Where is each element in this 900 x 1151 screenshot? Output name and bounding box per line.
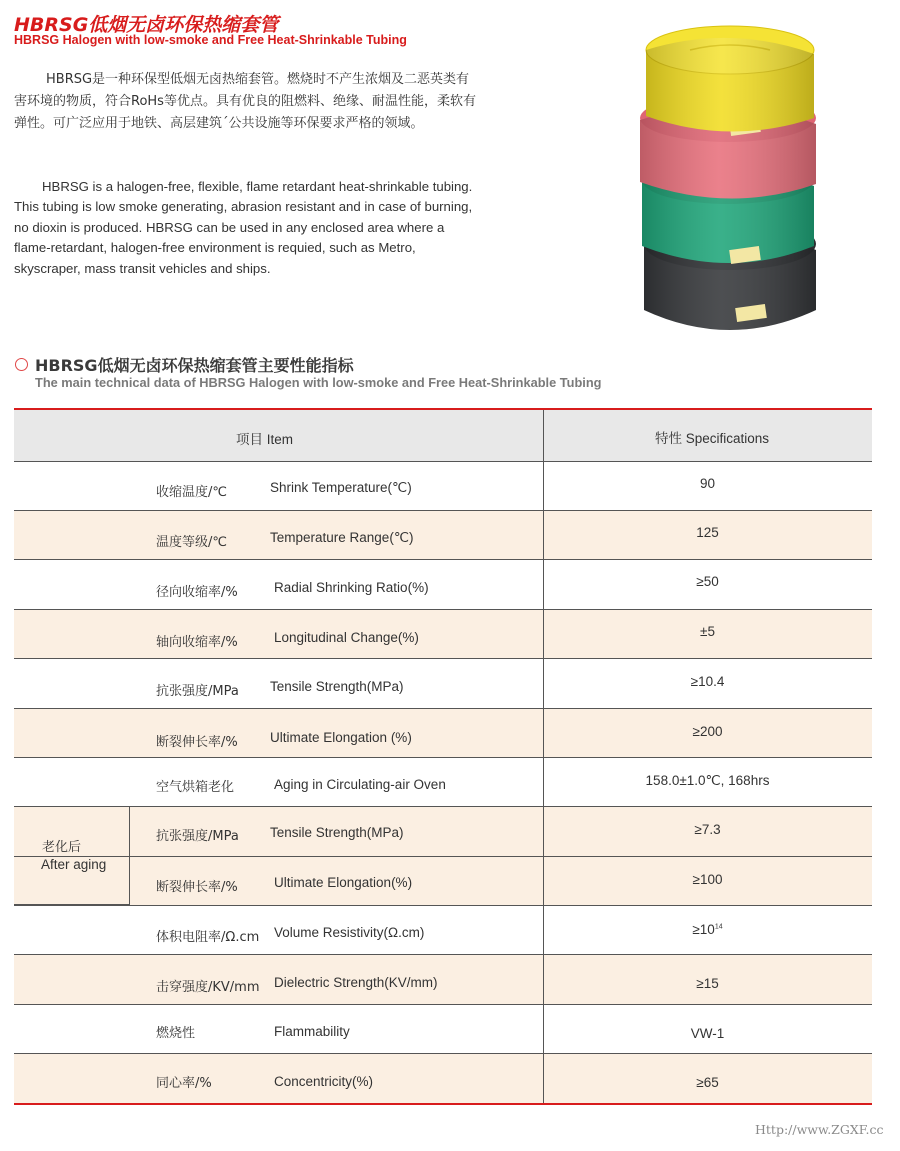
yellow-tubing-roll [646,26,814,132]
row-value [543,922,872,937]
row-value: 158.0±1.0℃, 168hrs [645,773,770,788]
table-row [14,610,872,659]
after-aging-label-en: After aging [41,857,107,872]
table-row [14,709,872,758]
row-value: ≥10.4 [690,674,725,689]
row-label-en: Ultimate Elongation(%) [274,875,413,890]
table-row [14,955,872,1005]
table-row [14,807,872,857]
table-row [14,560,872,610]
row-label-cn: 击穿强度/KV/mm [156,980,260,995]
row-label-cn: 空气烘箱老化 [156,780,235,795]
row-value: ≥50 [696,574,719,589]
row-label-en: Tensile Strength(MPa) [270,825,404,840]
row-label-cn: 收缩温度/℃ [156,485,227,500]
row-label-en: Longitudinal Change(%) [274,630,419,645]
row-value: 125 [696,525,719,540]
row-label-cn: 轴向收缩率/% [156,635,238,650]
table-row [14,659,872,709]
row-value: ≥100 [692,872,723,887]
table-row [14,906,872,955]
after-aging-label-cn: 老化后 [42,840,82,855]
section-title-cn: HBRSG低烟无卤环保热缩套管主要性能指标 [35,356,354,375]
row-label-cn: 抗张强度/MPa [156,684,239,699]
row-label-en: Dielectric Strength(KV/mm) [274,975,438,990]
row-label-en: Ultimate Elongation (%) [270,730,412,745]
table-row [14,1005,872,1054]
after-aging-group-cell [14,806,130,905]
row-label-cn: 温度等级/℃ [156,535,227,550]
page-title-cn: HBRSG低烟无卤环保热缩套管 [14,14,279,36]
row-label-en: Shrink Temperature(℃) [270,480,412,495]
row-label-cn: 体积电阻率/Ω.cm [156,930,260,945]
row-label-en: Radial Shrinking Ratio(%) [274,580,429,595]
intro-paragraph-en: HBRSG is a halogen-free, flexible, flame retardant heat-shrinkable tubing. This tubing is low smoke generating, abrasion resistant and in case of burning, no dioxin is produced. HBRSG can be used in any enclosed area where a flame-retardant, halogen-free environment is requied, such as Metro, skyscraper, mass transit vehicles and ships. [14,179,473,276]
table-row [14,1054,872,1103]
section-title-en: The main technical data of HBRSG Halogen with low-smoke and Free Heat-Shrinkable Tubing [35,375,602,390]
row-label-cn: 径向收缩率/% [156,585,238,600]
row-value-exponent: 14 [714,923,723,931]
website-url[interactable]: Http://www.ZGXF.cc [755,1122,884,1137]
page-title-en: HBRSG Halogen with low-smoke and Free Heat-Shrinkable Tubing [14,33,407,47]
row-label-en: Aging in Circulating-air Oven [274,777,446,792]
row-value: ≥200 [692,724,723,739]
row-value: ≥15 [696,976,719,991]
intro-paragraph-cn: HBRSG是一种环保型低烟无卤热缩套管。燃烧时不产生浓烟及二恶英类有害环境的物质，符合RoHs等优点。具有优良的阻燃料、绝缘、耐温性能，柔软有弹性。可广泛应用于地铁、高层建筑ˊ公共设施等环保要求严格的领域。 [14,72,476,131]
row-label-en: Concentricity(%) [274,1074,374,1089]
row-label-en: Tensile Strength(MPa) [270,679,404,694]
row-label-en: Flammability [274,1024,350,1039]
row-value: ≥65 [696,1075,719,1090]
header-specifications: 特性 Specifications [655,431,770,446]
column-divider [543,410,544,461]
row-value-text: ≥10 [692,922,715,937]
product-photo [630,10,830,350]
row-label-cn: 断裂伸长率/% [156,735,238,750]
table-row [14,857,872,906]
table-row [14,758,872,807]
circle-bullet-icon [15,358,28,371]
row-label-cn: 抗张强度/MPa [156,829,239,844]
row-label-en: Volume Resistivity(Ω.cm) [274,925,425,940]
table-row [14,511,872,560]
row-value: VW-1 [690,1026,725,1041]
table-row [14,462,872,511]
table-header-row [14,410,872,462]
row-label-cn: 燃烧性 [156,1026,196,1041]
row-value: 90 [699,476,716,491]
row-label-en: Temperature Range(℃) [270,530,414,545]
row-label-cn: 断裂伸长率/% [156,880,238,895]
row-value: ≥7.3 [694,822,721,837]
row-label-cn: 同心率/% [156,1076,212,1091]
table-bottom-rule [14,1103,872,1105]
row-value: ±5 [700,624,715,639]
header-item: 项目 Item [236,432,294,447]
